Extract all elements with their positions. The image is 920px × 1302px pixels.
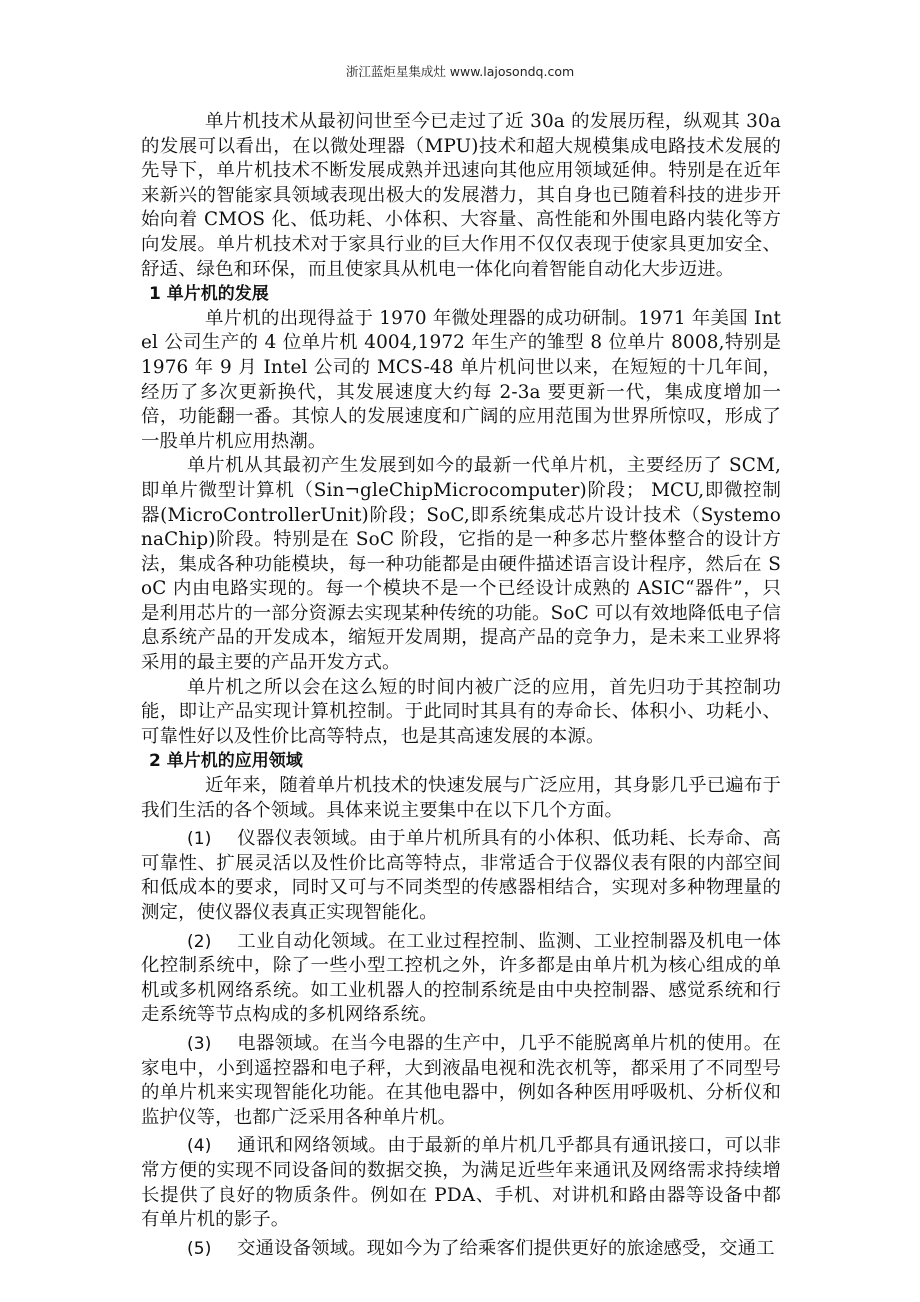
body-paragraph: 近年来，随着单片机技术的快速发展与广泛应用，其身影几乎已遍布于我们生活的各个领域。具体来说主要集中在以下几个方面。 xyxy=(141,775,781,821)
list-item-text: 电器领域。在当今电器的生产中，几乎不能脱离单片机的使用。在家电中，小到遥控器和电子秤，大到液晶电视和洗衣机等，都采用了不同型号的单片机来实现智能化功能。在其他电器中，例如各种医用呼吸机、分析仪和监护仪等，也都广泛采用各种单片机。 xyxy=(141,1032,781,1128)
list-item-number: (4) xyxy=(187,1136,212,1157)
list-item-text: 通讯和网络领域。由于最新的单片机几乎都具有通讯接口，可以非常方便的实现不同设备间的数据交换，为满足近些年来通讯及网络需求持续增长提供了良好的物质条件。例如在 PDA、手机、对讲机和路由器等设备中都有单片机的影子。 xyxy=(141,1135,781,1231)
list-item-number: (2) xyxy=(187,931,212,952)
list-item-text: 工业自动化领域。在工业过程控制、监测、工业控制器及机电一体化控制系统中，除了一些小型工控机之外，许多都是由单片机为核心组成的单机或多机网络系统。如工业机器人的控制系统是由中央控制器、感觉系统和行走系统等节点构成的多机网络系统。 xyxy=(141,930,781,1026)
list-item xyxy=(141,827,781,925)
section-heading-development: 1 单片机的发展 xyxy=(149,284,269,305)
list-item xyxy=(141,930,781,1028)
body-paragraph: 单片机从其最初产生发展到如今的最新一代单片机，主要经历了 SCM,即单片微型计算机（Sin¬gleChipMicrocomputer)阶段； MCU,即微控制器(MicroControllerUnit)阶段；SoC,即系统集成芯片设计技术（SystemonaChip)阶段。特别是在 SoC 阶段，它指的是一种多芯片整体整合的设计方法，集成各种功能模块，每一种功能都是由硬件描述语言设计程序，然后在 SoC 内由电路实现的。每一个模块不是一个已经设计成熟的 ASIC“器件”，只是利用芯片的一部分资源去实现某种传统的功能。SoC 可以有效地降低电子信息系统产品的开发成本，缩短开发周期，提高产品的竞争力，是未来工业界将采用的最主要的产品开发方式。 xyxy=(141,455,781,674)
list-item-number: (5) xyxy=(187,1238,212,1259)
page-header: 浙江蓝炬星集成灶 www.lajosondq.com xyxy=(345,64,575,79)
document-body xyxy=(141,110,781,1261)
list-item xyxy=(141,1032,781,1130)
list-item-number: (1) xyxy=(187,829,212,850)
section-heading-applications: 2 单片机的应用领域 xyxy=(149,751,303,772)
list-item-number: (3) xyxy=(187,1033,212,1054)
body-paragraph: 单片机之所以会在这么短的时间内被广泛的应用，首先归功于其控制功能，即让产品实现计算机控制。于此同时其具有的寿命长、体积小、功耗小、可靠性好以及性价比高等特点，也是其高速发展的本源。 xyxy=(141,676,781,747)
list-item xyxy=(141,1134,781,1232)
body-paragraph: 单片机的出现得益于 1970 年微处理器的成功研制。1971 年美国 Intel 公司生产的 4 位单片机 4004,1972 年生产的雏型 8 位单片 8008,特别是 1976 年 9 月 Intel 公司的 MCS-48 单片机问世以来，在短短的十几年间，经历了多次更新换代，其发展速度大约每 2-3a 要更新一代，集成度增加一倍，功能翻一番。其惊人的发展速度和广阔的应用范围为世界所惊叹，形成了一股单片机应用热潮。 xyxy=(141,307,781,452)
list-item-text: 仪器仪表领域。由于单片机所具有的小体积、低功耗、长寿命、高可靠性、扩展灵活以及性价比高等特点，非常适合于仪器仪表有限的内部空间和低成本的要求，同时又可与不同类型的传感器相结合，实现对多种物理量的测定，使仪器仪表真正实现智能化。 xyxy=(141,828,781,923)
list-item xyxy=(141,1237,781,1262)
intro-paragraph: 单片机技术从最初问世至今已走过了近 30a 的发展历程，纵观其 30a 的发展可以看出，在以微处理器（MPU)技术和超大规模集成电路技术发展的先导下，单片机技术不断发展成熟并迅速向其他应用领域延伸。特别是在近年来新兴的智能家具领域表现出极大的发展潜力，其自身也已随着科技的进步开始向着 CMOS 化、低功耗、小体积、大容量、高性能和外围电路内装化等方向发展。单片机技术对于家具行业的巨大作用不仅仅表现于使家具更加安全、舒适、绿色和环保，而且使家具从机电一体化向着智能自动化大步迈进。 xyxy=(141,111,781,280)
list-item-text: 交通设备领域。现如今为了给乘客们提供更好的旅途感受，交通工 xyxy=(237,1237,775,1259)
